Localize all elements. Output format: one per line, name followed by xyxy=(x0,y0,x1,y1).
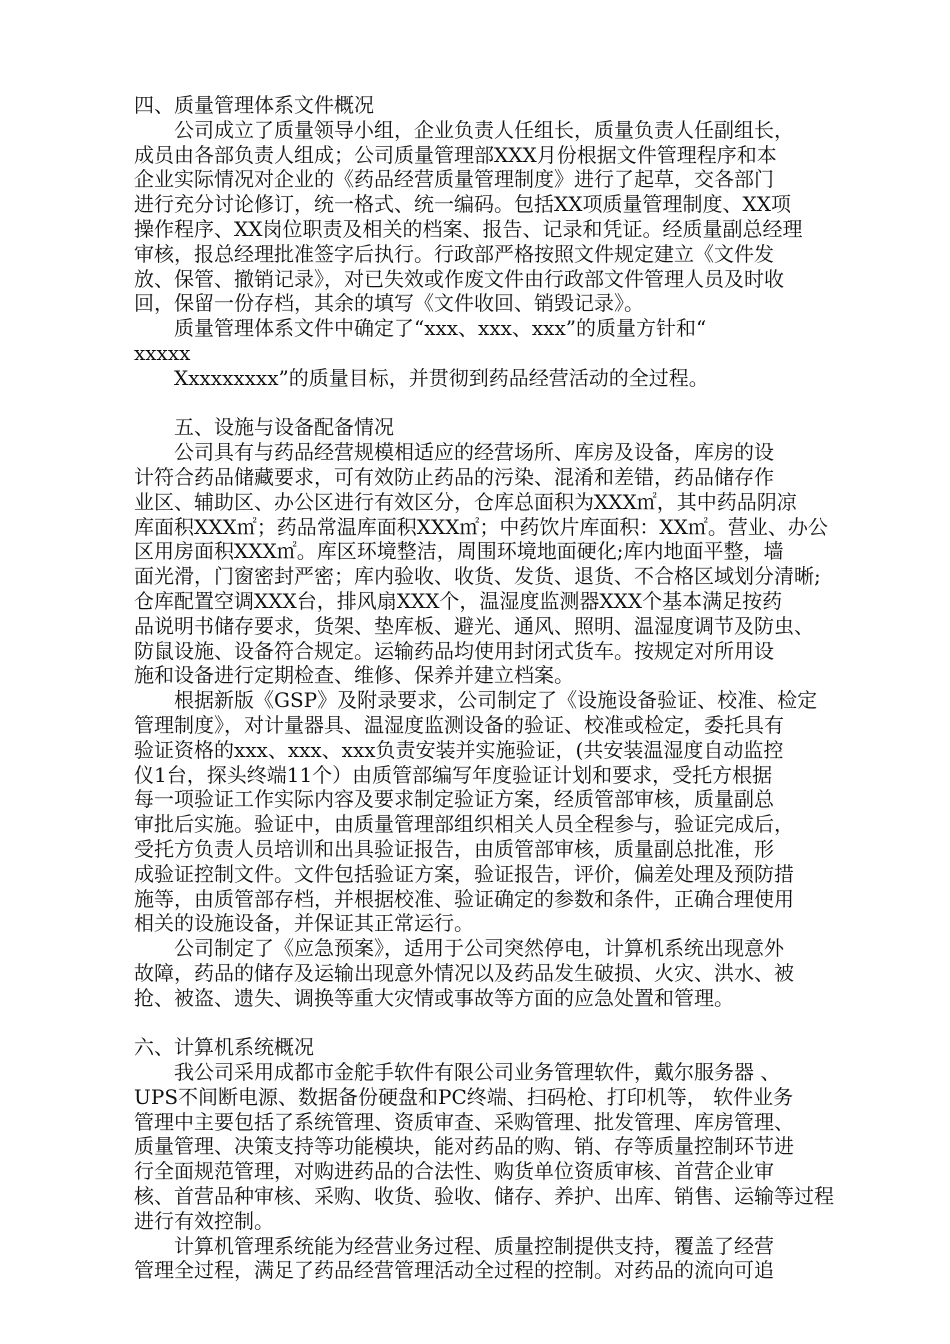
text-line: 面光滑，门窗密封严密；库内验收、收货、发货、退货、不合格区域划分清晰; xyxy=(134,564,821,589)
text-line: 计符合药品储藏要求，可有效防止药品的污染、混淆和差错，药品储存作 xyxy=(134,464,774,489)
text-line: 管理制度》，对计量器具、温湿度监测设备的验证、校准或检定，委托具有 xyxy=(134,712,784,737)
section-heading-computer-system: 六、计算机系统概况 xyxy=(134,1035,314,1060)
text-line: 仓库配置空调XXX台，排风扇XXX个，温湿度监测器XXX个基本满足按药 xyxy=(134,588,783,613)
text-line: 故障，药品的储存及运输出现意外情况以及药品发生破损、火灾、洪水、被 xyxy=(134,960,794,985)
text-line: 我公司采用成都市金舵手软件有限公司业务管理软件，戴尔服务器 、 xyxy=(174,1060,781,1085)
paragraph xyxy=(134,316,834,366)
text-line: 计算机管理系统能为经营业务过程、质量控制提供支持，覆盖了经营 xyxy=(174,1233,774,1258)
text-line: 回，保留一份存档，其余的填写《文件收回、销毁记录》。 xyxy=(134,291,644,316)
paragraph xyxy=(134,1234,834,1284)
text-line: 企业实际情况对企业的《药品经营质量管理制度》进行了起草，交各部门 xyxy=(134,167,774,192)
text-line: 验证资格的xxx、xxx、xxx负责安装并实施验证，(共安装温湿度自动监控 xyxy=(134,737,784,762)
text-line: 成验证控制文件。文件包括验证方案，验证报告，评价，偏差处理及预防措 xyxy=(134,861,794,886)
text-line: 行全面规范管理，对购进药品的合法性、购货单位资质审核、首营企业审 xyxy=(134,1159,774,1184)
text-line: 施和设备进行定期检查、维修、保养并建立档案。 xyxy=(134,663,574,688)
text-line: 防鼠设施、设备符合规定。运输药品均使用封闭式货车。按规定对所用设 xyxy=(134,638,774,663)
text-line: 公司成立了质量领导小组，企业负责人任组长，质量负责人任副组长， xyxy=(174,117,794,142)
text-line: 放、保管、撤销记录》，对已失效或作废文件由行政部文件管理人员及时收 xyxy=(134,266,784,291)
section-heading-facilities: 五、设施与设备配备情况 xyxy=(174,415,394,440)
paragraph xyxy=(134,936,834,1010)
paragraph xyxy=(134,688,834,936)
text-line: 区用房面积XXX㎡。库区环境整洁，周围环境地面硬化;库内地面平整，墙 xyxy=(134,539,784,564)
document-body xyxy=(134,93,834,1283)
paragraph xyxy=(134,440,834,688)
text-line: 成员由各部负责人组成；公司质量管理部XXX月份根据文件管理程序和本 xyxy=(134,142,777,167)
text-line: 受托方负责人员培训和出具验证报告，由质管部审核，质量副总批准，形 xyxy=(134,836,774,861)
text-line: 管理全过程，满足了药品经营管理活动全过程的控制。对药品的流向可追 xyxy=(134,1258,774,1283)
text-line: xxxxx xyxy=(134,340,191,365)
text-line: UPS不间断电源、数据备份硬盘和PC终端、扫码枪、打印机等， 软件业务 xyxy=(134,1084,794,1109)
text-line: 业区、辅助区、办公区进行有效区分，仓库总面积为XXX㎡，其中药品阴凉 xyxy=(134,489,797,514)
text-line: 每一项验证工作实际内容及要求制定验证方案，经质管部审核，质量副总 xyxy=(134,787,774,812)
section-heading-quality-system: 四、质量管理体系文件概况 xyxy=(134,93,374,117)
text-line: 进行有效控制。 xyxy=(134,1208,274,1233)
text-line: 公司制定了《应急预案》，适用于公司突然停电，计算机系统出现意外 xyxy=(174,936,784,961)
blank-line xyxy=(134,1010,834,1035)
blank-line xyxy=(134,391,834,416)
text-line: 施等，由质管部存档，并根据校准、验证确定的参数和条件，正确合理使用 xyxy=(134,886,794,911)
text-line: 品说明书储存要求，货架、垫库板、避光、通风、照明、温湿度调节及防虫、 xyxy=(134,613,814,638)
text-line: 仪1台，探头终端11个）由质管部编写年度验证计划和要求，受托方根据 xyxy=(134,762,773,787)
text-line: Xxxxxxxxx”的质量目标，并贯彻到药品经营活动的全过程。 xyxy=(174,365,709,390)
text-line: 抢、被盗、遗失、调换等重大灾情或事故等方面的应急处置和管理。 xyxy=(134,985,734,1010)
text-line: 相关的设施设备，并保证其正常运行。 xyxy=(134,911,474,936)
text-line: 根据新版《GSP》及附录要求，公司制定了《设施设备验证、校准、检定 xyxy=(174,688,818,713)
text-line: 操作程序、XX岗位职责及相关的档案、报告、记录和凭证。经质量副总经理 xyxy=(134,216,803,241)
paragraph xyxy=(134,1060,834,1234)
text-line: 审批后实施。验证中，由质量管理部组织相关人员全程参与，验证完成后， xyxy=(134,812,794,837)
text-line: 审核，报总经理批准签字后执行。行政部严格按照文件规定建立《文件发 xyxy=(134,241,774,266)
paragraph xyxy=(134,366,834,391)
paragraph xyxy=(134,118,834,316)
text-line: 质量管理体系文件中确定了“xxx、xxx、xxx”的质量方针和“ xyxy=(174,316,707,341)
text-line: 质量管理、决策支持等功能模块，能对药品的购、销、存等质量控制环节进 xyxy=(134,1134,794,1159)
text-line: 核、首营品种审核、采购、收货、验收、储存、养护、出库、销售、运输等过程 xyxy=(134,1184,834,1209)
text-line: 库面积XXX㎡；药品常温库面积XXX㎡；中药饮片库面积：XX㎡。营业、办公 xyxy=(134,514,828,539)
text-line: 进行充分讨论修订，统一格式、统一编码。包括XX项质量管理制度、XX项 xyxy=(134,192,791,217)
text-line: 公司具有与药品经营规模相适应的经营场所、库房及设备，库房的设 xyxy=(174,440,774,465)
text-line: 管理中主要包括了系统管理、资质审查、采购管理、批发管理、库房管理、 xyxy=(134,1109,794,1134)
